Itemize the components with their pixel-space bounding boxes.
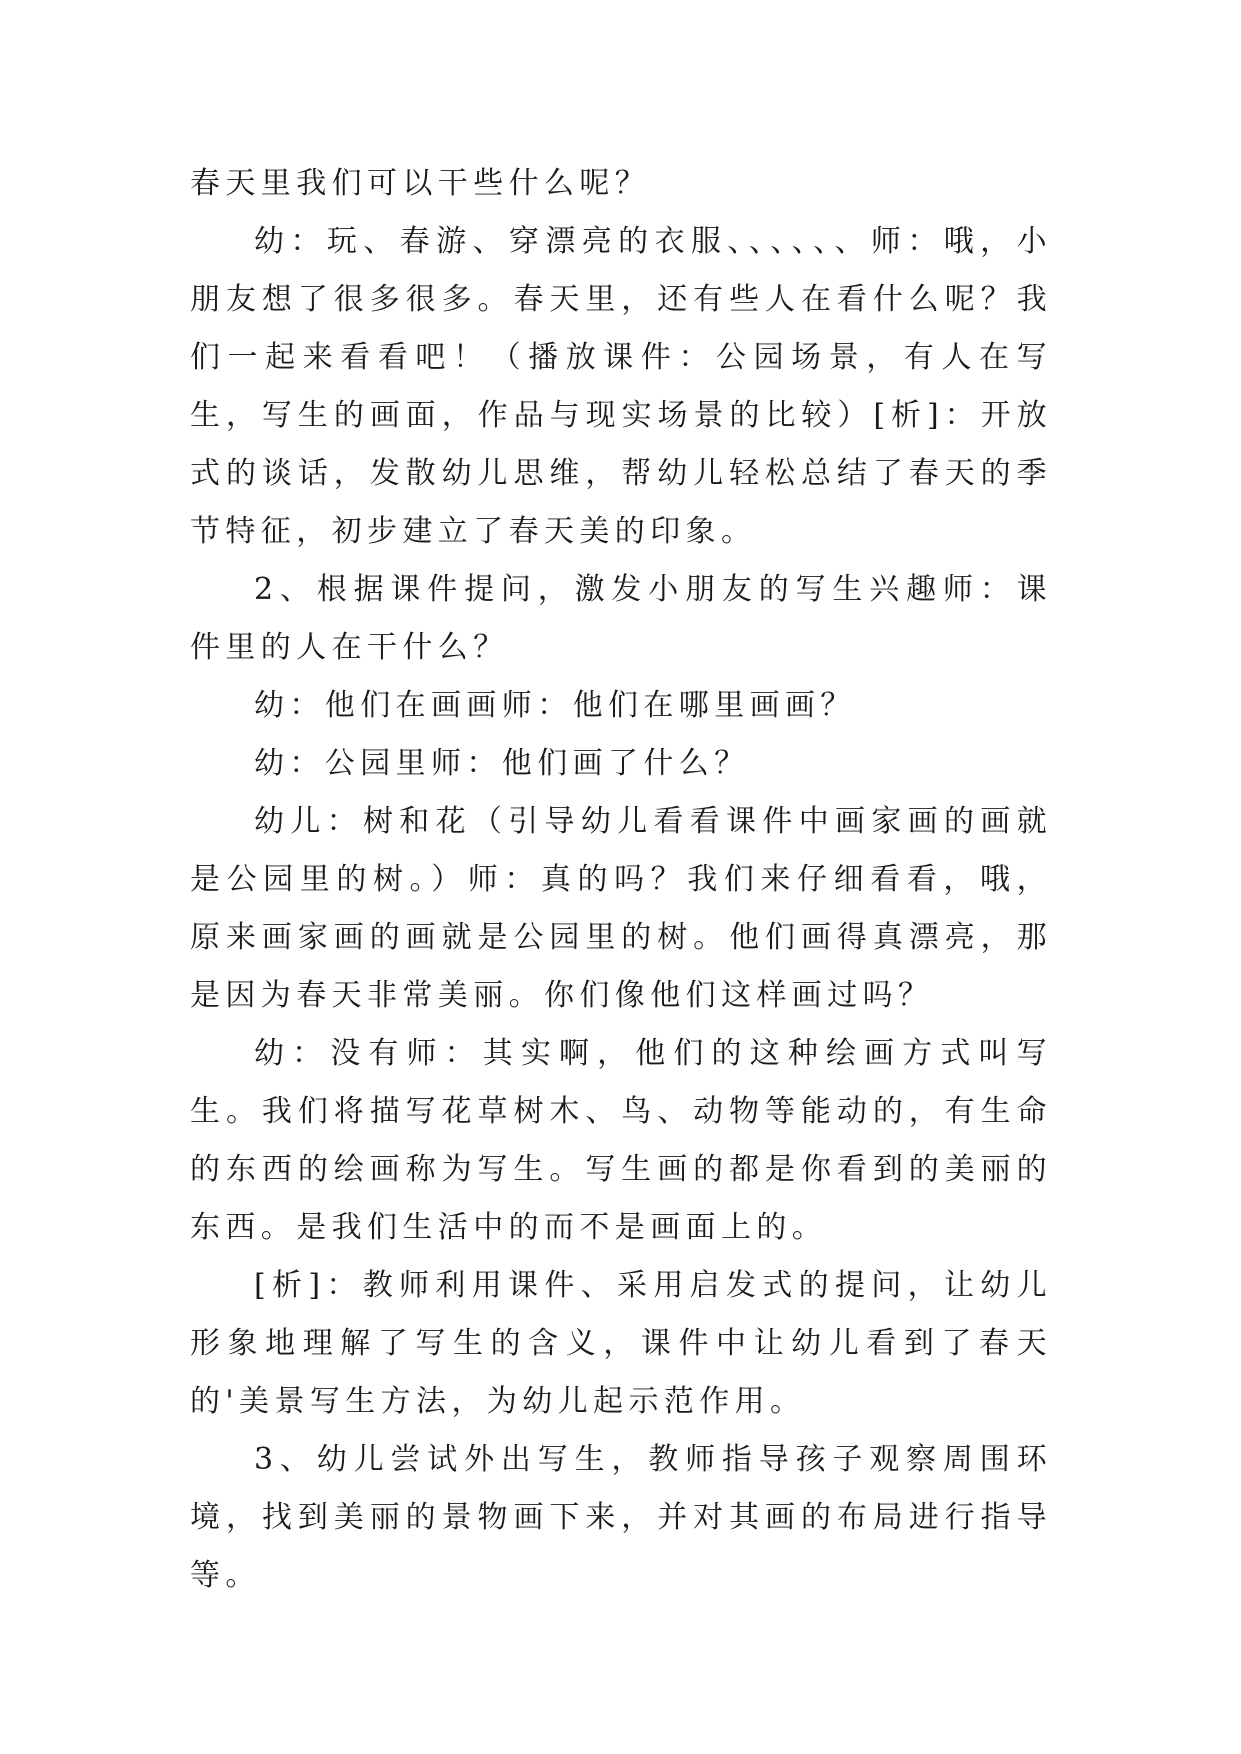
paragraph: 幼：玩、春游、穿漂亮的衣服、、、、、、师：哦，小朋友想了很多很多。春天里，还有些人在看什么呢？我们一起来看看吧！（播放课件：公园场景，有人在写生，写生的画面，作品与现实场景的比较）[析]：开放式的谈话，发散幼儿思维，帮幼儿轻松总结了春天的季节特征，初步建立了春天美的印象。 xyxy=(190,224,1052,549)
paragraph: 幼儿：树和花（引导幼儿看看课件中画家画的画就是公园里的树。）师：真的吗？我们来仔细看看，哦，原来画家画的画就是公园里的树。他们画得真漂亮，那是因为春天非常美丽。你们像他们这样画过吗？ xyxy=(190,804,1052,1013)
paragraph: 幼：没有师：其实啊，他们的这种绘画方式叫写生。我们将描写花草树木、鸟、动物等能动的，有生命的东西的绘画称为写生。写生画的都是你看到的美丽的东西。是我们生活中的而不是画面上的。 xyxy=(190,1036,1052,1245)
paragraph: 2、根据课件提问，激发小朋友的写生兴趣师：课件里的人在干什么？ xyxy=(190,572,1052,665)
paragraph: 3、幼儿尝试外出写生，教师指导孩子观察周围环境，找到美丽的景物画下来，并对其画的布局进行指导等。 xyxy=(190,1442,1052,1593)
paragraph: [析]：教师利用课件、采用启发式的提问，让幼儿形象地理解了写生的含义，课件中让幼儿看到了春天的'美景写生方法，为幼儿起示范作用。 xyxy=(190,1268,1052,1419)
paragraph: 幼：他们在画画师：他们在哪里画画？ xyxy=(254,688,856,723)
paragraph: 春天里我们可以干些什么呢？ xyxy=(190,166,651,201)
document-body xyxy=(190,155,1052,1605)
paragraph: 幼：公园里师：他们画了什么？ xyxy=(254,746,750,781)
